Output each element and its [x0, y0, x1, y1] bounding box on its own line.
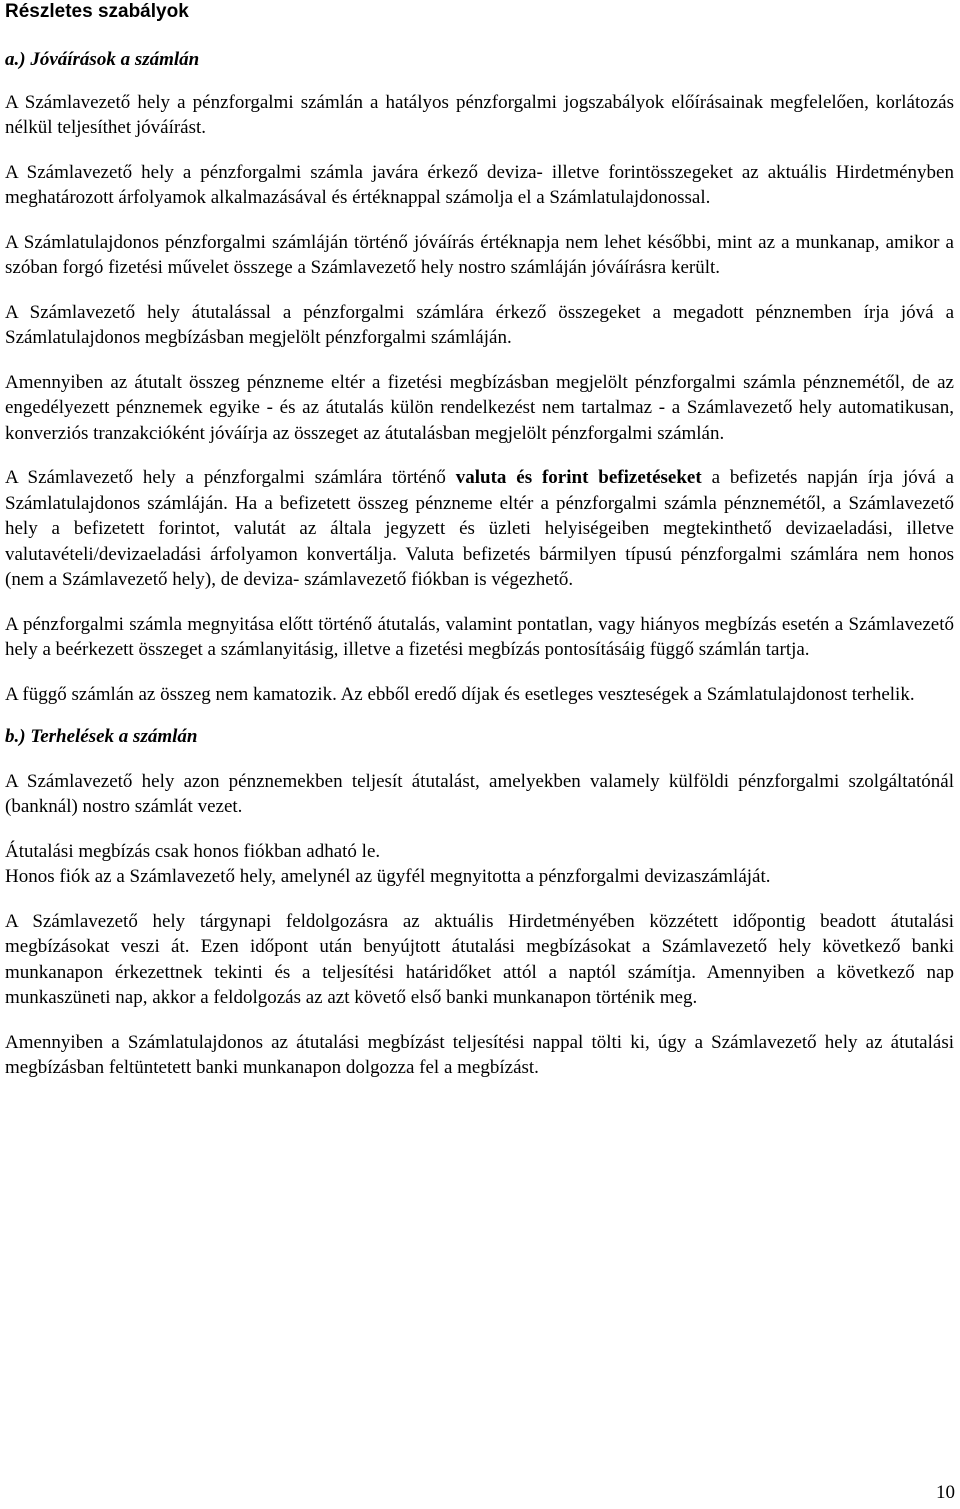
page-number: 10 — [936, 1482, 955, 1503]
page-heading: Részletes szabályok — [5, 1, 189, 22]
cash-paragraph-end: a befizetés napján írja jóvá a Számlatulajdonos számláján. Ha a befizetett összeg pénzneme eltér a pénzforgalmi számla pénznemétől, a Számlavezető hely a befizetett forintot, valutát az általa jegyzett és üzleti helyiségeiben megtekinthető devizaeladási, illetve valutavételi/devizaeladási árfolyamon konvertálja. Valuta befizetés bármilyen típusú pénzforgalmi számlára nem honos (nem a Számlavezető hely), de deviza- számlavezető fiókban is végezhető. — [5, 467, 954, 590]
section-a-paragraph-7: A függő számlán az összeg nem kamatozik. Az ebből eredő díjak és esetleges veszteségek a Számlatulajdonost terhelik. — [5, 683, 915, 705]
section-a-paragraph-1: A Számlavezető hely a pénzforgalmi számlán a hatályos pénzforgalmi jogszabályok előírásainak megfelelően, korlátozás nélkül teljesíthet jóváírást. — [5, 91, 954, 138]
section-b-paragraph-3: Amennyiben a Számlatulajdonos az átutalási megbízást teljesítési nappal tölti ki, úgy a Számlavezető hely az átutalási megbízásban feltüntetett banki munkanapon dolgozza fel a megbízást. — [5, 1031, 954, 1078]
section-a-paragraph-3: A Számlatulajdonos pénzforgalmi számláján történő jóváírás értéknapja nem lehet későbbi, mint az a munkanap, amikor a szóban forgó fizetési művelet összege a Számlavezető hely nostro számláján jóváírásra került. — [5, 231, 954, 278]
cash-paragraph-start: A Számlavezető hely a pénzforgalmi számlára történő — [5, 467, 456, 488]
section-a-cash-paragraph — [5, 465, 954, 593]
cash-paragraph-bold: valuta és forint befizetéseket — [455, 467, 702, 488]
section-a-paragraph-6: A pénzforgalmi számla megnyitása előtt történő átutalás, valamint pontatlan, vagy hiányos megbízás esetén a Számlavezető hely a beérkezett összeget a számlanyitásig, illetve a fizetési megbízás pontosításáig függő számlán tartja. — [5, 613, 954, 660]
section-b-paragraph-2: A Számlavezető hely tárgynapi feldolgozásra az aktuális Hirdetményében közzétett időpontig beadott átutalási megbízásokat veszi át. Ezen időpont után benyújtott átutalási megbízásokat a Számlavezető hely következő banki munkanapon érkezettnek tekinti és a teljesítési határidőket attól a naptól számítja. Amennyiben a következő nap munkaszüneti nap, akkor a feldolgozás az azt követő első banki munkanapon történik meg. — [5, 910, 954, 1008]
section-a-paragraph-5: Amennyiben az átutalt összeg pénzneme eltér a fizetési megbízásban megjelölt pénzforgalmi számla pénznemétől, de az engedélyezett pénznemek egyike - és az átutalás külön rendelkezést nem tartalmaz - a Számlavezető hely automatikusan, konverziós tranzakcióként jóváírja az összeget az átutalásban megjelölt pénzforgalmi számlán. — [5, 371, 954, 444]
section-a-paragraph-2: A Számlavezető hely a pénzforgalmi számla javára érkező deviza- illetve forintösszegeket az aktuális Hirdetményben meghatározott árfolyamok alkalmazásával és értéknappal számolja el a Számlatulajdonossal. — [5, 161, 954, 208]
section-b-paragraph-1: A Számlavezető hely azon pénznemekben teljesít átutalást, amelyekben valamely külföldi pénzforgalmi szolgáltatónál (banknál) nostro számlát vezet. — [5, 770, 954, 817]
section-a-title: a.) Jóváírások a számlán — [5, 49, 200, 70]
document-page — [5, 0, 954, 1081]
section-b-line-1: Átutalási megbízás csak honos fiókban adható le. — [5, 840, 381, 862]
section-b-line-2: Honos fiók az a Számlavezető hely, amelynél az ügyfél megnyitotta a pénzforgalmi devizaszámláját. — [5, 866, 771, 887]
section-b-title: b.) Terhelések a számlán — [5, 726, 198, 747]
section-a-paragraph-4: A Számlavezető hely átutalással a pénzforgalmi számlára érkező összegeket a megadott pénznemben írja jóvá a Számlatulajdonos megbízásban megjelölt pénzforgalmi számláján. — [5, 301, 954, 348]
